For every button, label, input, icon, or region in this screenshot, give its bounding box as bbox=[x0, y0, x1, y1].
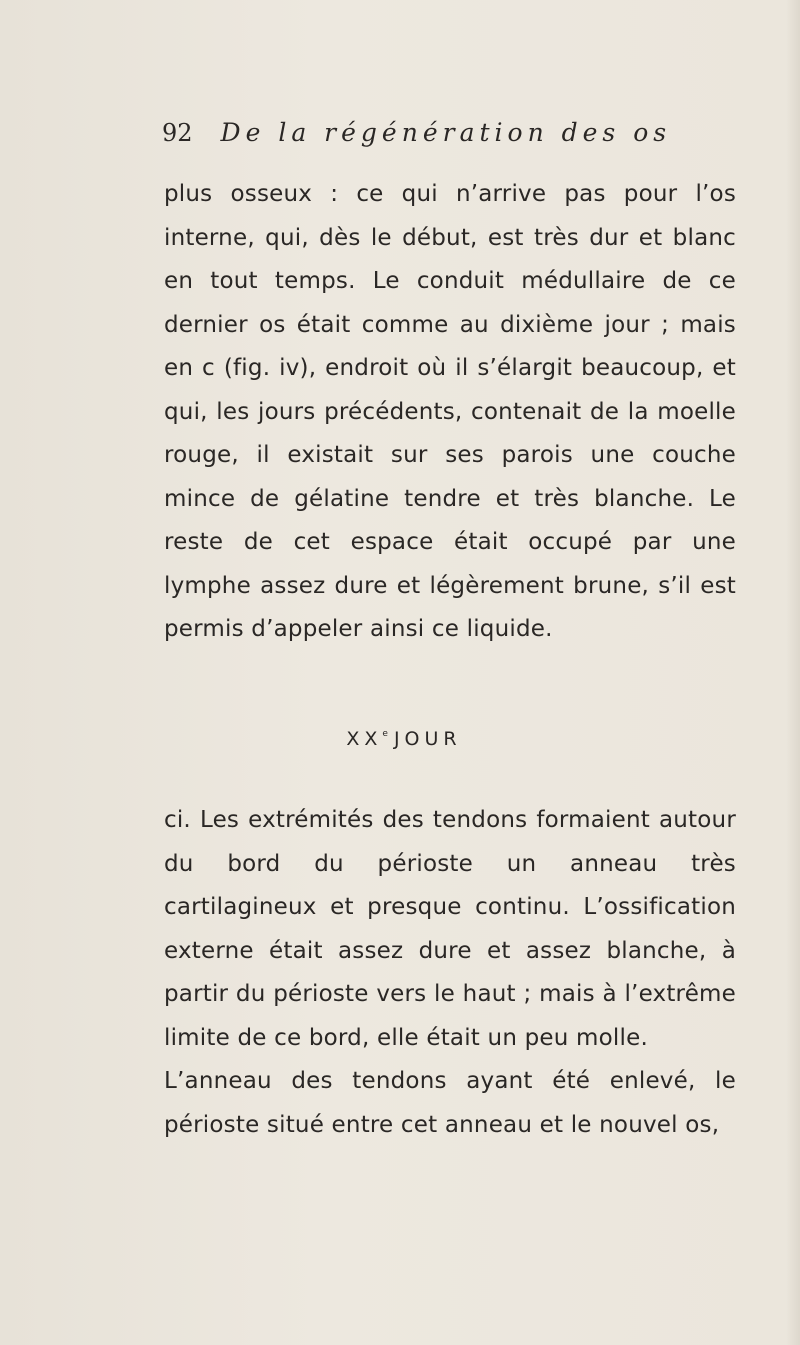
section-word: JOUR bbox=[393, 728, 462, 750]
paragraph-2: ci. Les extrémités des tendons formaient autour du bord du périoste un anneau très cartilagineux et presque continu. L’ossification externe était assez dure et assez blanche, à partir du périoste vers le haut ; mais à l’extrême limite de ce bord, elle était un peu molle. bbox=[164, 807, 736, 1051]
running-title: De la régénération des os bbox=[220, 118, 672, 147]
paragraph-1: plus osseux : ce qui n’arrive pas pour l’os interne, qui, dès le début, est très dur et blanc en tout temps. Le conduit médullaire de ce dernier os était comme au dixième jour ; mais en c (fig. iv), endroit où il s’élargit beaucoup, et qui, les jours précédents, contenait de la moelle rouge, il existait sur ses parois une couche mince de gélatine tendre et très blanche. Le reste de cet espace était occupé par une lymphe assez dure et légèrement brune, s’il est permis d’appeler ainsi ce liquide. bbox=[164, 181, 736, 642]
page-header bbox=[162, 118, 722, 158]
page-number: 92 bbox=[162, 119, 193, 147]
page-edge-shadow bbox=[786, 0, 800, 1345]
section-heading bbox=[0, 728, 800, 750]
paragraph-3: L’anneau des tendons ayant été enlevé, le périoste situé entre cet anneau et le nouvel os, bbox=[164, 1068, 736, 1138]
paragraph-block-2 bbox=[164, 799, 736, 1147]
paragraph-block-1 bbox=[164, 173, 736, 652]
section-numeral: XX bbox=[346, 728, 383, 750]
section-superscript: e bbox=[382, 729, 388, 739]
